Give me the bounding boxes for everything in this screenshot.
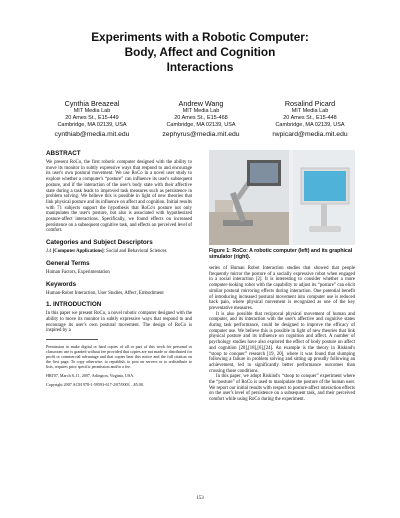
desk-surface [209,212,289,245]
abstract-heading: ABSTRACT [46,150,81,157]
figure-1 [209,150,355,245]
author-2 [147,99,255,139]
categories-heading: Categories and Subject Descriptors [46,239,153,247]
author-address: 20 Ames St., E15-448 [283,115,337,121]
author-affiliation: MIT Media Lab [182,108,220,114]
keywords-heading: Keywords [46,280,77,288]
left-column [46,150,192,391]
permission-text: Permission to make digital or hard copies of all or part of this work for personal or classroom use is granted without fee provided that copies are not made or distributed for profit or commercial advantage and that copies bear this notice and the full citation on the first page. To copy otherwise, to republish, to post on servers or to redistribute to lists, requires prior specific permission and/or a fee. [46,344,192,370]
robot-base [223,220,253,226]
author-name: Cynthia Breazeal [64,99,120,108]
author-name: Andrew Wang [178,99,224,108]
author-name: Rosalind Picard [284,99,336,108]
body-paragraph-1: series of Human Robot Interaction studies that showed that people frequently mirror the posture of a socially expressive robot when engaged in a social interaction [2]. It is interesting to consider whether a more computer-looking robot with the capability to adjust its “posture” can elicit similar postural mirroring effects during interaction. One potential benefit of introducing increased postural movement into computer use is reduced back pain, where physical movement is recognized as one of the key preventative measures. [209,266,355,311]
footnote-rule [46,339,98,340]
right-column [209,266,355,403]
render-screen [304,171,346,201]
keywords-text: Human-Robot Interaction, User Studies, Affect, Embodiment [46,290,164,296]
copyright-text: Copyright 2007 ACM 978-1-59593-617-2/07/0003 ...$5.00. [46,382,144,388]
author-affiliation: MIT Media Lab [291,108,329,114]
author-email[interactable]: cynthiab@media.mit.edu [54,131,130,138]
author-city: Cambridge, MA 02139, USA [166,122,236,128]
general-terms-heading: General Terms [46,259,90,267]
render-base [309,226,341,232]
title-line-1: Experiments with a Robotic Computer: [91,30,309,44]
author-address: 20 Ames St., E15-449 [65,115,119,121]
render-arm [321,204,327,226]
general-terms-text: Human Factors, Experimentation [46,269,110,275]
author-email[interactable]: zephyrus@media.mit.edu [162,131,240,138]
categories-code: J.4 [46,249,52,255]
author-affiliation: MIT Media Lab [73,108,111,114]
abstract-text: We present RoCo, the first robotic computer designed with the ability to move its monitor in subtly expressive ways that respond to and encourage its user's own postural movement. We use RoCo in a novel user study to explore whether a computer's “posture” can influence its user's subsequent posture, and if the interaction of the user's body state with their affective state during a task leads to improved task measures such as persistence in problem solving. We believe this is possible in light of new theories that link physical posture and its influence on affect and cognition. Initial results with 71 subjects support the hypothesis that RoCo's posture not only manipulates the user's posture, but also is associated with hypothesized posture-affect interactions. Specifically, we found effects on increased persistence on a subsequent cognitive task, and effects on perceived level of comfort. [46,160,192,234]
author-city: Cambridge, MA 02139, USA [275,122,345,128]
title-line-3: Interactions [166,60,234,74]
keyboard [215,200,233,212]
venue-text: HRI'07, March 8–11, 2007, Arlington, Virginia, USA. [46,373,135,379]
author-email[interactable]: rwpicard@media.mit.edu [272,131,348,138]
author-1 [38,99,146,139]
paper-title [40,30,360,75]
introduction-text: In this paper we present RoCo, a novel robotic computer designed with the ability to move its monitor in subtly expressive ways that respond to and encourage its user's own postural movement. The design of RoCo is inspired by a [46,311,192,334]
roco-photo-and-render [209,150,355,245]
figure-caption: Figure 1: RoCo: A robotic computer (left) and its graphical simulator (right). [209,248,353,261]
introduction-heading: 1. INTRODUCTION [46,301,102,309]
author-block [38,99,364,139]
body-paragraph-2: It is also possible that reciprocal physical movement of human and computer, and its interaction with the user's affective and cognitive states during task performance, could be designed to improve the efficacy of computer use. We believe this is possible in light of new theories that link physical posture and its influence on cognition and affect. A number of psychology studies have also explored the effect of body posture on affect and cognition [20],[18],[6],[24]. An example is the theory in Riskind's “stoop to conquer” research [19, 20], where it was found that slumping following a failure in problem solving and sitting up proudly following an achievement, led to significantly better performance outcomes than crossing those conditions. [209,311,355,374]
author-address: 20 Ames St., E15-468 [174,115,228,121]
title-line-2: Body, Affect and Cognition [124,45,276,59]
page-number: 153 [196,496,204,501]
categories-bold: [Computer Applications] [52,249,104,255]
monitor-screen [250,163,278,183]
body-paragraph-3: In this paper, we adopt Riskind's “stoop to conquer” experiment where the “posture” of RoCo is used to manipulate the posture of the human user. We report our initial results with respect to posture-affect interaction effects on the user's level of persistence on a subsequent task, and their perceived comfort while using RoCo during the experiment. [209,374,355,403]
categories-rest: : Social and Behavioral Sciences [103,249,167,255]
author-3 [256,99,364,139]
author-city: Cambridge, MA 02139, USA [57,122,127,128]
